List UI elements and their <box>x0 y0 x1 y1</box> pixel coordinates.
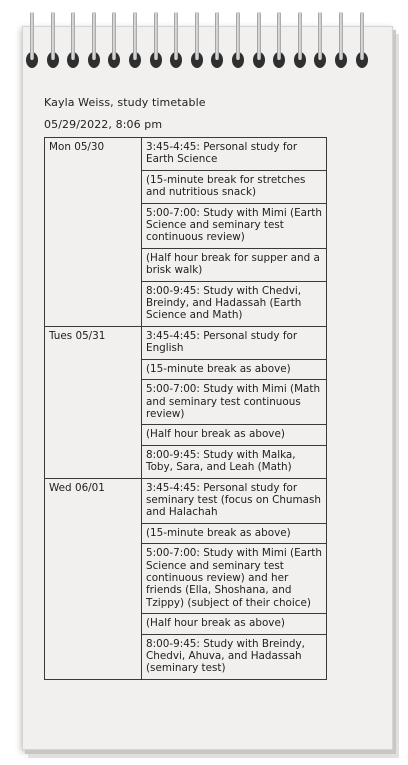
spiral-ring-icon <box>88 12 100 74</box>
spiral-ring-icon <box>294 12 306 74</box>
break-slot: (15-minute break for stretches and nutritious snack) <box>142 170 326 203</box>
spiral-ring-icon <box>191 12 203 74</box>
slot-list <box>142 138 327 327</box>
table-row <box>45 138 327 327</box>
break-slot: (Half hour break as above) <box>142 424 326 444</box>
break-slot: (Half hour break as above) <box>142 613 326 633</box>
spiral-ring-icon <box>253 12 265 74</box>
break-slot: (15-minute break as above) <box>142 523 326 543</box>
time-slot: 3:45-4:45: Personal study for Earth Science <box>146 141 298 166</box>
spiral-binding <box>26 12 386 74</box>
break-slot: (Half hour break for supper and a brisk walk) <box>142 248 326 281</box>
spiral-ring-icon <box>150 12 162 74</box>
page-title: Kayla Weiss, study timetable <box>44 96 206 109</box>
spiral-ring-icon <box>211 12 223 74</box>
day-label: Mon 05/30 <box>45 138 142 327</box>
day-label: Wed 06/01 <box>45 478 142 679</box>
spiral-ring-icon <box>335 12 347 74</box>
time-slot: 5:00-7:00: Study with Mimi (Earth Science and seminary test continuous review) and her friends (Ella, Shoshana, and Tzippy) (subject of their choice) <box>142 543 326 613</box>
spiral-ring-icon <box>26 12 38 74</box>
spiral-ring-icon <box>232 12 244 74</box>
time-slot: 5:00-7:00: Study with Mimi (Math and seminary test continuous review) <box>142 379 326 424</box>
slot-list <box>142 326 327 478</box>
spiral-ring-icon <box>314 12 326 74</box>
day-label: Tues 05/31 <box>45 326 142 478</box>
spiral-ring-icon <box>273 12 285 74</box>
spiral-ring-icon <box>108 12 120 74</box>
time-slot: 8:00-9:45: Study with Malka, Toby, Sara, and Leah (Math) <box>142 445 326 478</box>
time-slot: 3:45-4:45: Personal study for English <box>146 329 298 355</box>
time-slot: 5:00-7:00: Study with Mimi (Earth Science and seminary test continuous review) <box>142 203 326 248</box>
spiral-ring-icon <box>129 12 141 74</box>
table-row <box>45 326 327 478</box>
spiral-ring-icon <box>356 12 368 74</box>
timetable <box>44 137 327 680</box>
timestamp: 05/29/2022, 8:06 pm <box>44 118 163 131</box>
time-slot: 8:00-9:45: Study with Breindy, Chedvi, Ahuva, and Hadassah (seminary test) <box>142 634 326 679</box>
break-slot: (15-minute break as above) <box>142 359 326 379</box>
table-row <box>45 478 327 679</box>
time-slot: 8:00-9:45: Study with Chedvi, Breindy, and Hadassah (Earth Science and Math) <box>142 281 326 326</box>
time-slot: 3:45-4:45: Personal study for seminary test (focus on Chumash and Halachah <box>146 481 321 519</box>
spiral-ring-icon <box>170 12 182 74</box>
slot-list <box>142 478 327 679</box>
spiral-ring-icon <box>67 12 79 74</box>
spiral-ring-icon <box>47 12 59 74</box>
